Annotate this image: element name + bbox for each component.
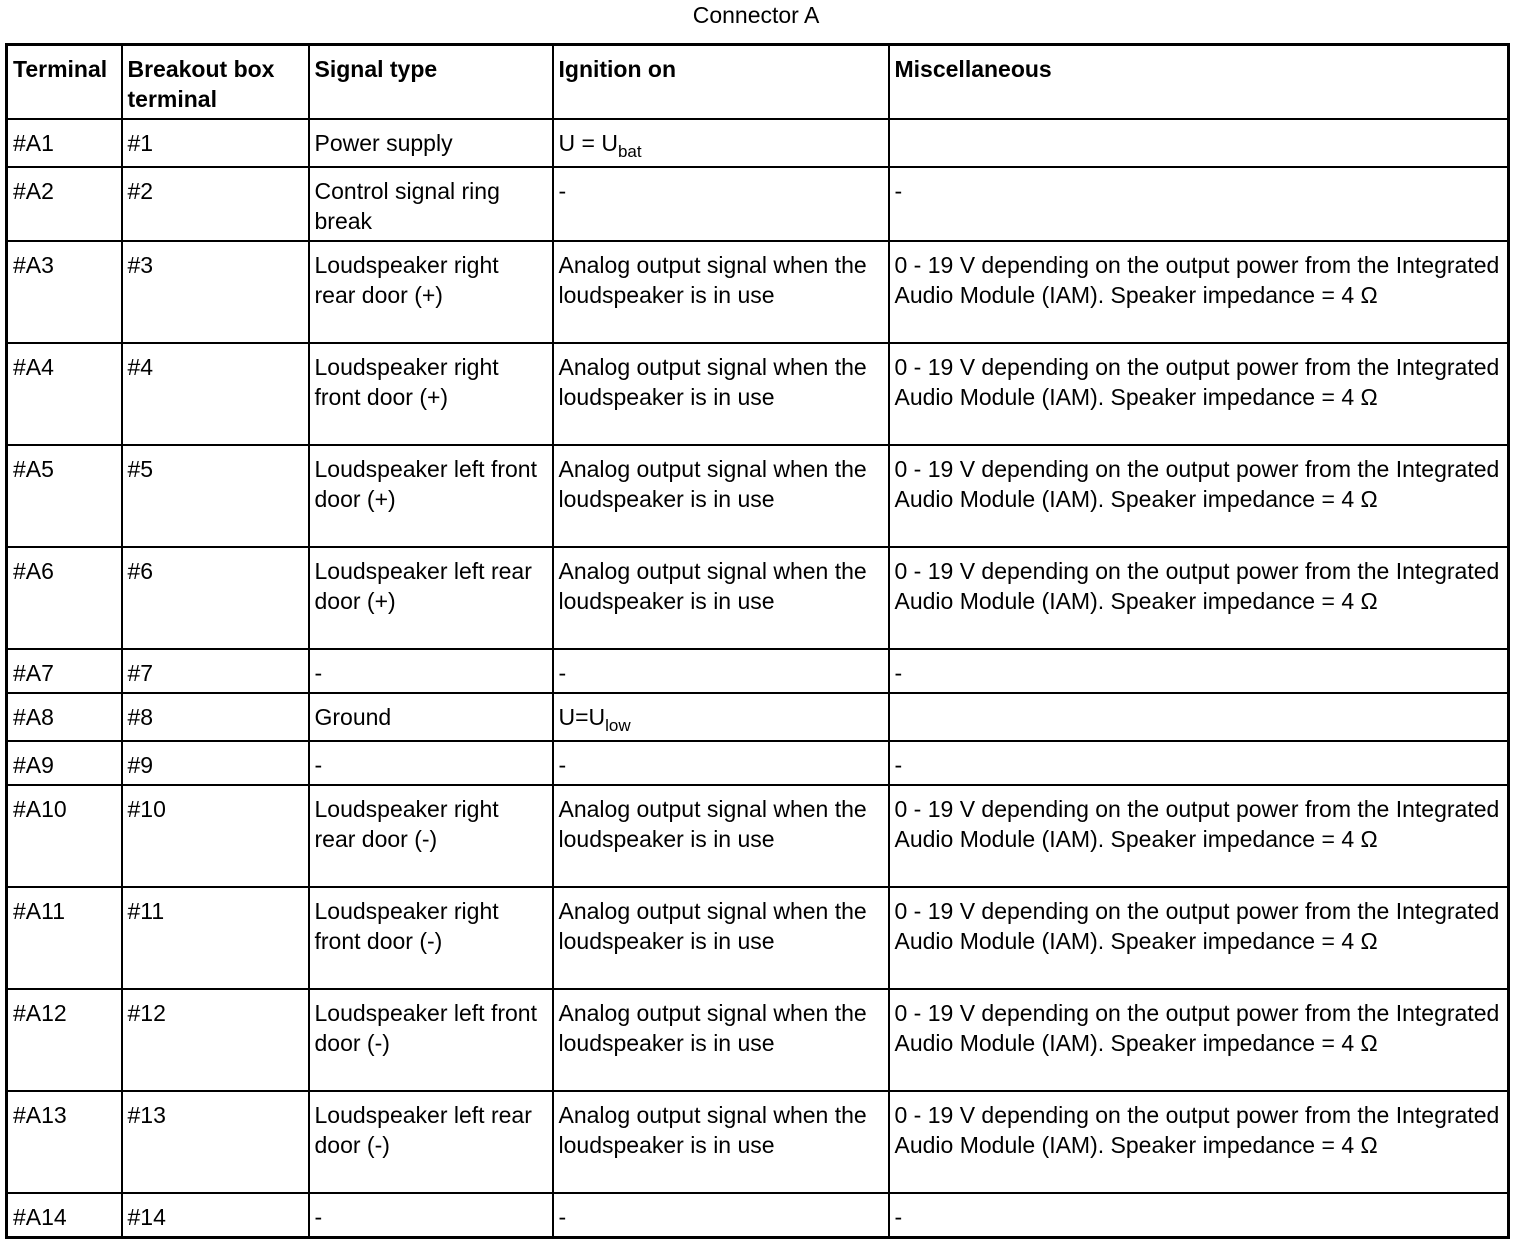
header-miscellaneous: Miscellaneous <box>889 45 1509 120</box>
signal-cell: Loudspeaker left rear door (+) <box>309 547 553 649</box>
misc-cell: 0 - 19 V depending on the output power from the Integrated Audio Module (IAM). Speaker impedance = 4 Ω <box>889 887 1509 989</box>
table-row <box>7 119 1509 167</box>
ignition-cell: Analog output signal when the loudspeaker is in use <box>553 343 889 445</box>
signal-cell: Loudspeaker right rear door (-) <box>309 785 553 887</box>
table-row <box>7 1193 1509 1238</box>
header-row <box>7 45 1509 120</box>
signal-cell: Control signal ring break <box>309 167 553 241</box>
signal-cell: Power supply <box>309 119 553 167</box>
header-signal-type: Signal type <box>309 45 553 120</box>
ignition-cell: - <box>553 1193 889 1238</box>
breakout-cell: #13 <box>122 1091 309 1193</box>
breakout-cell: #2 <box>122 167 309 241</box>
signal-cell: Loudspeaker right front door (+) <box>309 343 553 445</box>
misc-cell <box>889 693 1509 741</box>
table-row <box>7 785 1509 887</box>
table-row <box>7 693 1509 741</box>
signal-cell: - <box>309 741 553 785</box>
terminal-cell: #A14 <box>7 1193 122 1238</box>
misc-cell: 0 - 19 V depending on the output power from the Integrated Audio Module (IAM). Speaker impedance = 4 Ω <box>889 241 1509 343</box>
misc-cell: 0 - 19 V depending on the output power from the Integrated Audio Module (IAM). Speaker impedance = 4 Ω <box>889 1091 1509 1193</box>
signal-cell: Loudspeaker left front door (+) <box>309 445 553 547</box>
breakout-cell: #1 <box>122 119 309 167</box>
misc-cell: 0 - 19 V depending on the output power from the Integrated Audio Module (IAM). Speaker impedance = 4 Ω <box>889 785 1509 887</box>
breakout-cell: #7 <box>122 649 309 693</box>
terminal-cell: #A2 <box>7 167 122 241</box>
breakout-cell: #6 <box>122 547 309 649</box>
terminal-cell: #A8 <box>7 693 122 741</box>
misc-cell: 0 - 19 V depending on the output power from the Integrated Audio Module (IAM). Speaker impedance = 4 Ω <box>889 343 1509 445</box>
ignition-cell <box>553 119 889 167</box>
table-row <box>7 741 1509 785</box>
signal-cell: Ground <box>309 693 553 741</box>
misc-cell: - <box>889 741 1509 785</box>
breakout-cell: #11 <box>122 887 309 989</box>
ignition-cell: Analog output signal when the loudspeaker is in use <box>553 241 889 343</box>
signal-cell: Loudspeaker right rear door (+) <box>309 241 553 343</box>
ignition-subscript: low <box>605 716 631 735</box>
ignition-cell: - <box>553 167 889 241</box>
breakout-cell: #4 <box>122 343 309 445</box>
breakout-cell: #14 <box>122 1193 309 1238</box>
terminal-cell: #A7 <box>7 649 122 693</box>
breakout-cell: #5 <box>122 445 309 547</box>
misc-cell: - <box>889 1193 1509 1238</box>
table-row <box>7 241 1509 343</box>
table-row <box>7 343 1509 445</box>
breakout-cell: #10 <box>122 785 309 887</box>
signal-cell: Loudspeaker left front door (-) <box>309 989 553 1091</box>
ignition-cell: Analog output signal when the loudspeaker is in use <box>553 445 889 547</box>
ignition-cell: - <box>553 649 889 693</box>
ignition-value: U = U <box>558 130 618 156</box>
ignition-cell: Analog output signal when the loudspeaker is in use <box>553 887 889 989</box>
terminal-cell: #A1 <box>7 119 122 167</box>
table-row <box>7 649 1509 693</box>
terminal-cell: #A10 <box>7 785 122 887</box>
ignition-subscript: bat <box>617 142 642 161</box>
connector-table <box>5 43 1510 1239</box>
misc-cell: - <box>889 167 1509 241</box>
table-row <box>7 445 1509 547</box>
misc-cell: 0 - 19 V depending on the output power from the Integrated Audio Module (IAM). Speaker impedance = 4 Ω <box>889 445 1509 547</box>
terminal-cell: #A3 <box>7 241 122 343</box>
table-row <box>7 1091 1509 1193</box>
header-breakout-box-terminal: Breakout box terminal <box>122 45 309 120</box>
breakout-cell: #12 <box>122 989 309 1091</box>
misc-cell: 0 - 19 V depending on the output power from the Integrated Audio Module (IAM). Speaker impedance = 4 Ω <box>889 989 1509 1091</box>
misc-cell: 0 - 19 V depending on the output power from the Integrated Audio Module (IAM). Speaker impedance = 4 Ω <box>889 547 1509 649</box>
table-row <box>7 167 1509 241</box>
table-row <box>7 887 1509 989</box>
ignition-cell: Analog output signal when the loudspeaker is in use <box>553 989 889 1091</box>
table-caption: Connector A <box>692 2 820 28</box>
misc-cell: - <box>889 649 1509 693</box>
terminal-cell: #A5 <box>7 445 122 547</box>
breakout-cell: #3 <box>122 241 309 343</box>
terminal-cell: #A11 <box>7 887 122 989</box>
header-terminal: Terminal <box>7 45 122 120</box>
terminal-cell: #A4 <box>7 343 122 445</box>
ignition-cell <box>553 693 889 741</box>
breakout-cell: #8 <box>122 693 309 741</box>
terminal-cell: #A13 <box>7 1091 122 1193</box>
terminal-cell: #A6 <box>7 547 122 649</box>
header-ignition-on: Ignition on <box>553 45 889 120</box>
ignition-cell: Analog output signal when the loudspeaker is in use <box>553 785 889 887</box>
misc-cell <box>889 119 1509 167</box>
table-row <box>7 547 1509 649</box>
signal-cell: - <box>309 649 553 693</box>
breakout-cell: #9 <box>122 741 309 785</box>
ignition-cell: Analog output signal when the loudspeaker is in use <box>553 547 889 649</box>
ignition-cell: - <box>553 741 889 785</box>
signal-cell: - <box>309 1193 553 1238</box>
terminal-cell: #A9 <box>7 741 122 785</box>
ignition-value: U=U <box>558 704 606 730</box>
ignition-cell: Analog output signal when the loudspeaker is in use <box>553 1091 889 1193</box>
signal-cell: Loudspeaker left rear door (-) <box>309 1091 553 1193</box>
table-row <box>7 989 1509 1091</box>
signal-cell: Loudspeaker right front door (-) <box>309 887 553 989</box>
terminal-cell: #A12 <box>7 989 122 1091</box>
